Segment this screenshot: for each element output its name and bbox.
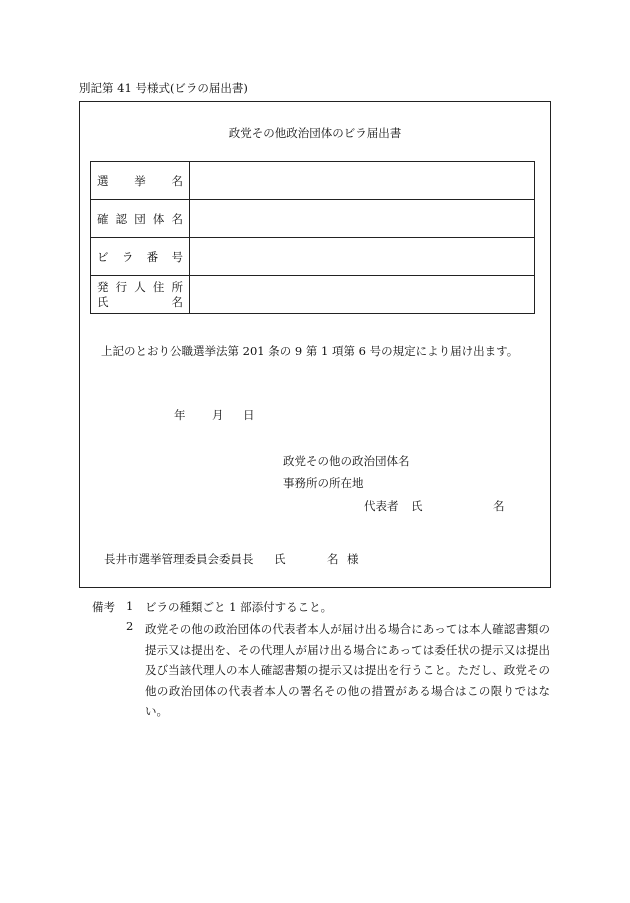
publisher-address-name-label: 発 行 人 住 所 氏 名 [91, 276, 190, 314]
table-row [91, 238, 535, 276]
org-name-label: 政党その他の政治団体名 [283, 454, 410, 468]
confirmed-group-label: 確 認 団 体 名 [91, 200, 190, 238]
publisher-address-name-field[interactable] [190, 276, 535, 314]
note-number: 2 [126, 619, 134, 633]
addressee-given-name-label: 名 [327, 552, 339, 566]
table-row [91, 200, 535, 238]
statement-text: 上記のとおり公職選挙法第 201 条の 9 第 1 項第 6 号の規定により届け出ます。 [101, 344, 519, 358]
table-row [91, 276, 535, 314]
document-title: 政党その他政治団体のビラ届出書 [228, 126, 402, 140]
notes-heading: 備考 [92, 600, 115, 614]
addressee-surname-label: 氏 [274, 552, 286, 566]
representative-label: 代表者 [364, 499, 399, 513]
note-text: 政党その他の政治団体の代表者本人が届け出る場合にあっては本人確認書類の提示又は提出を、その代理人が届け出る場合にあっては委任状の提示又は提出及び当該代理人の本人確認書類の提示又は提出を行うこと。ただし、政党その他の政治団体の代表者本人の署名その他の措置がある場合はこの限りではない。 [145, 622, 550, 718]
flyer-number-field[interactable] [190, 238, 535, 276]
date-day-label: 日 [243, 408, 255, 422]
addressee-title: 長井市選挙管理委員会委員長 [104, 552, 254, 566]
fields-table [90, 161, 535, 314]
table-row [91, 162, 535, 200]
election-name-label: 選 挙 名 [91, 162, 190, 200]
form-label: 別記第 41 号様式(ビラの届出書) [79, 81, 248, 95]
note-text: ビラの種類ごと 1 部添付すること。 [145, 600, 333, 614]
confirmed-group-field[interactable] [190, 200, 535, 238]
date-month-label: 月 [212, 408, 224, 422]
flyer-number-label: ビ ラ 番 号 [91, 238, 190, 276]
date-year-label: 年 [174, 408, 186, 422]
note-number: 1 [126, 599, 134, 613]
representative-given-name-label: 名 [493, 499, 505, 513]
representative-surname-label: 氏 [411, 499, 423, 513]
office-address-label: 事務所の所在地 [283, 476, 364, 490]
election-name-field[interactable] [190, 162, 535, 200]
addressee-honorific: 様 [347, 552, 359, 566]
